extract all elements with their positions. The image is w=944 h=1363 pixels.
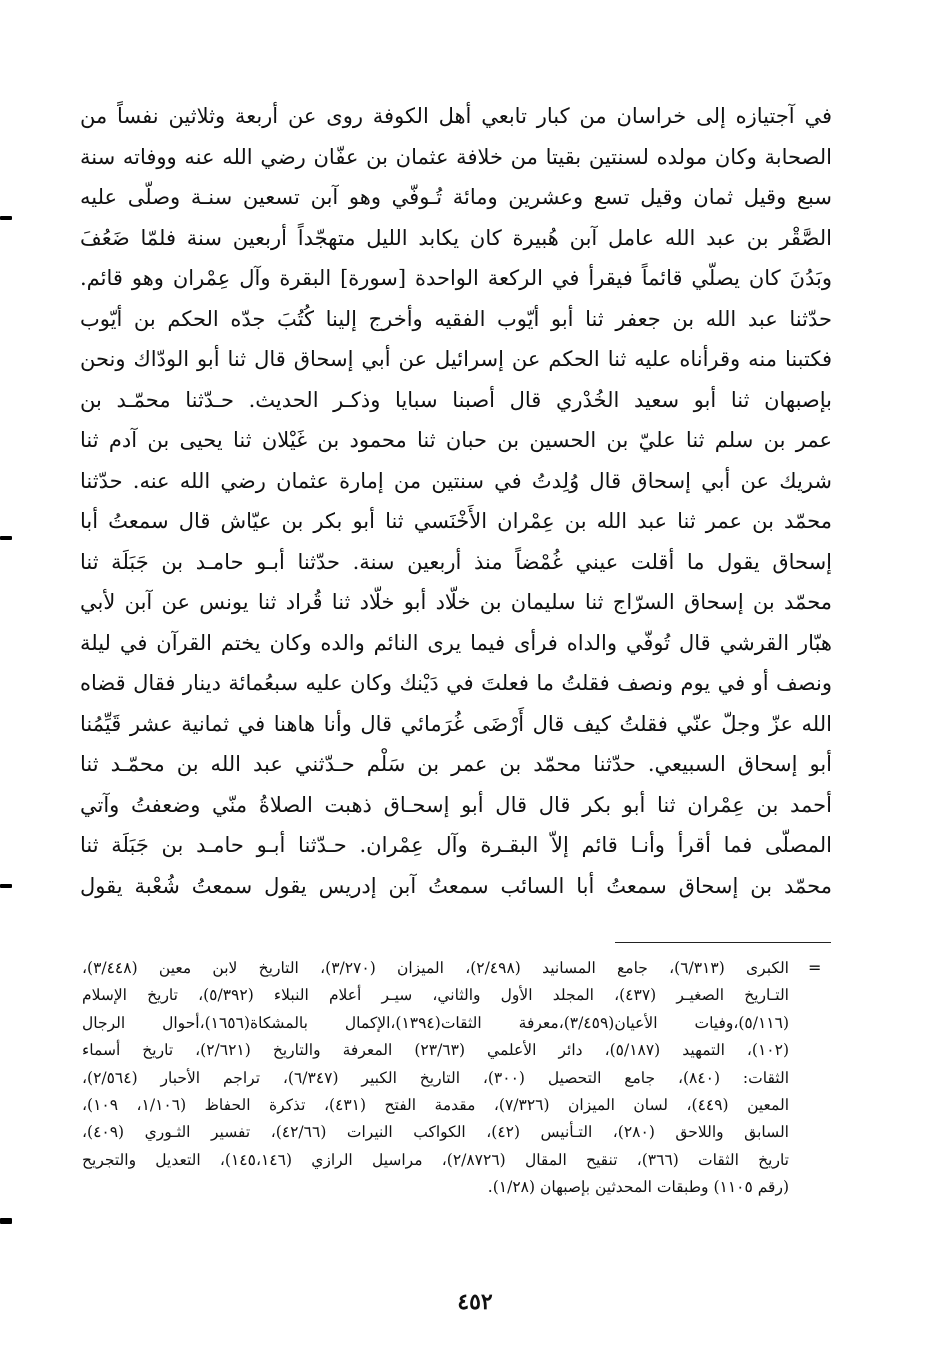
text-line: محمّد بن إسحاق سمعتُ أبا السائب سمعتُ آبن إدريس يقول سمعتُ شُعْبة يقول: [80, 873, 832, 898]
text-line: فكتبنا منه وقرأناه عليه ثنا الحكم عن إسرائيل عن أبي إسحاق قال ثنا أبو الودّاك ونحن: [80, 347, 832, 371]
text-line: حدّثنا عبد الله بن جعفر ثنا أبو أيّوب الفقيه وأخرج إلينا كُتُبَ جدّه الحكم بن أيّوب: [80, 306, 832, 331]
text-line: محمّد بن إسحاق السرّاج ثنا سليمان بن خلّاد أبو خلّاد ثنا قُراد ثنا يونس عن آبن لأبي: [80, 590, 832, 614]
scan-edge-mark: [0, 216, 12, 220]
text-line: الصحابة وكان مولده لسنتين بقيتا من خلافة عثمان بن عفّان رضي الله عنه ووفاته سنة: [80, 144, 832, 169]
text-line: الصَّقْر بن عبد الله عامل آبن هُبيرة كان يكابد الليل متهجّداً أربعين سنة فلمّا ضَعُفَ: [80, 225, 832, 250]
text-line: هبّار القرشي قال تُوفّي والداه فرأى فيما يرى النائم والده وكان يختم القرآن في ليلة: [80, 630, 832, 655]
main-text-body: [80, 96, 832, 906]
footnote-line: التـاريخ الصغيـر (٤٣٧)، المجلد الأول والثاني، سيـر أعلام النبلاء (٥/٣٩٢)، تاريخ الإسلام: [82, 986, 789, 1005]
footnote-line: (١٠٢)، التمهيد (٥/١٨٧)، دائر الأعلمي (٢٣/٦٣) المعرفة والتاريخ (٢/٦٢١)، تاريخ أسماء: [82, 1041, 790, 1060]
text-line: أحمد بن عِمْران ثنا أبو بكر قال قال أبو إسحـاق ذهبت الصلاةُ منّي وضعفتُ وآتي: [80, 792, 832, 817]
text-line: إسحاق يقول ما أقلت عيني غُمْضاً منذ أربعين سنة. حدّثنا أبـو حامـد بن جَبَلَة ثنا: [80, 549, 832, 574]
footnote-separator: [615, 942, 831, 943]
text-line: ونصف أو في يوم ونصف فقلتُ ما فعلتَ في دَيْنك وكان عليه سبعُمائة دينار فقال قضاه: [80, 671, 832, 695]
text-line: بإصبهان ثنا أبو سعيد الخُدْري قال أصبنا سبايا وذكـر الحديث. حـدّثنا محمّـد بن: [80, 387, 832, 412]
page-number: ٤٥٢: [457, 1289, 493, 1315]
text-line: عمر بن سلم ثنا عليّ بن الحسين بن حبان ثنا محمود بن غَيْلان ثنا يحيى بن آدم ثنا: [80, 428, 832, 452]
footnote-line: المعين (٤٤٩)، لسان الميزان (٧/٣٢٦)، مقدمة الفتح (٤٣١)، تذكرة الحفاظ (١/١٠٦، ١٠٩)،: [82, 1095, 790, 1114]
text-line: محمّد بن عمر ثنا عبد الله بن عِمْران الأَخْنَسي ثنا أبو بكر بن عيّاش قال سمعتُ أبا: [80, 509, 832, 533]
text-line: الله عزّ وجلّ عنّي فقلتُ كيف قال أَرْضَى غُرَمائي قال وأنا هاهنا في ثمانية عشر قَيِّمُنا: [80, 711, 832, 736]
text-line: المصلّى فما أقرأ وأنـا قائم إلاّ البقـرة وآل عِمْران. حـدّثنا أبـو حامـد بن جَبَلَة ثنا: [80, 833, 832, 857]
footnote-line: السابق واللاحق (٢٨٠)، التـأنيس (٤٢)، الكواكب النيرات (٤٢/٦٦)، تفسير الثـوري (٤٠٩)،: [82, 1123, 789, 1142]
text-line: في آجتيازه إلى خراسان من كبار تابعي أهل الكوفة روى عن أربعة وثلاثين نفساً من: [80, 104, 832, 128]
text-line: وبَدُنَ كان يصلّي قائماً فيقرأ في الركعة الواحدة [سورة] البقرة وآل عِمْران وهو قائم.: [80, 266, 832, 290]
footnote-line: (٥/١١٦)،وفيات الأعيان(٣/٤٥٩)،معرفة الثقات(١٣٩٤)،الإكمال بالمشكاة(١٦٥٦)،أحوال الرجال: [82, 1013, 790, 1032]
footnote-line: الكبرى (٦/٣١٣)، جامع المسانيد (٢/٤٩٨)، الميزان (٣/٢٧٠)، التاريخ لابن معين (٣/٤٤٨)،: [82, 959, 789, 977]
footnote-line: تاريخ الثقات (٣٦٦)، تنقيح المقال (٢/٨٧٢٦)، مراسيل الرازي (١٤٥،١٤٦)، التعديل والتجريح: [82, 1150, 789, 1169]
text-line: سبع وقيل ثمان وقيل تسع وعشرين ومائة تُـوفّي وهو آبن تسعين سنـة وصلّى عليه: [80, 185, 832, 209]
scan-edge-mark: [0, 1218, 12, 1224]
footnote-line: الثقات: (٨٤٠)، جامع التحصيل (٣٠٠)، التاريخ الكبير (٦/٣٤٧)، تراجم الأحبار (٢/٥٦٤)،: [82, 1068, 790, 1087]
scan-edge-mark: [0, 536, 12, 540]
footnote-line: (رقم ١١٠٥) وطبقات المحدثين بإصبهان (١/٢٨).: [487, 1178, 789, 1197]
footnote-continuation-marker: =: [808, 958, 822, 977]
scan-edge-mark: [0, 884, 12, 888]
text-line: أبو إسحاق السبيعي. حدّثنا محمّد بن عمر بن سَلْم حـدّثني عبد الله بن محمّـد ثنا: [80, 752, 832, 776]
text-line: شريك عن أبي إسحاق قال وُلِدتُ في سنتين من إمارة عثمان رضي الله عنه. حدّثنا: [80, 468, 832, 493]
footnotes: [82, 955, 829, 1202]
